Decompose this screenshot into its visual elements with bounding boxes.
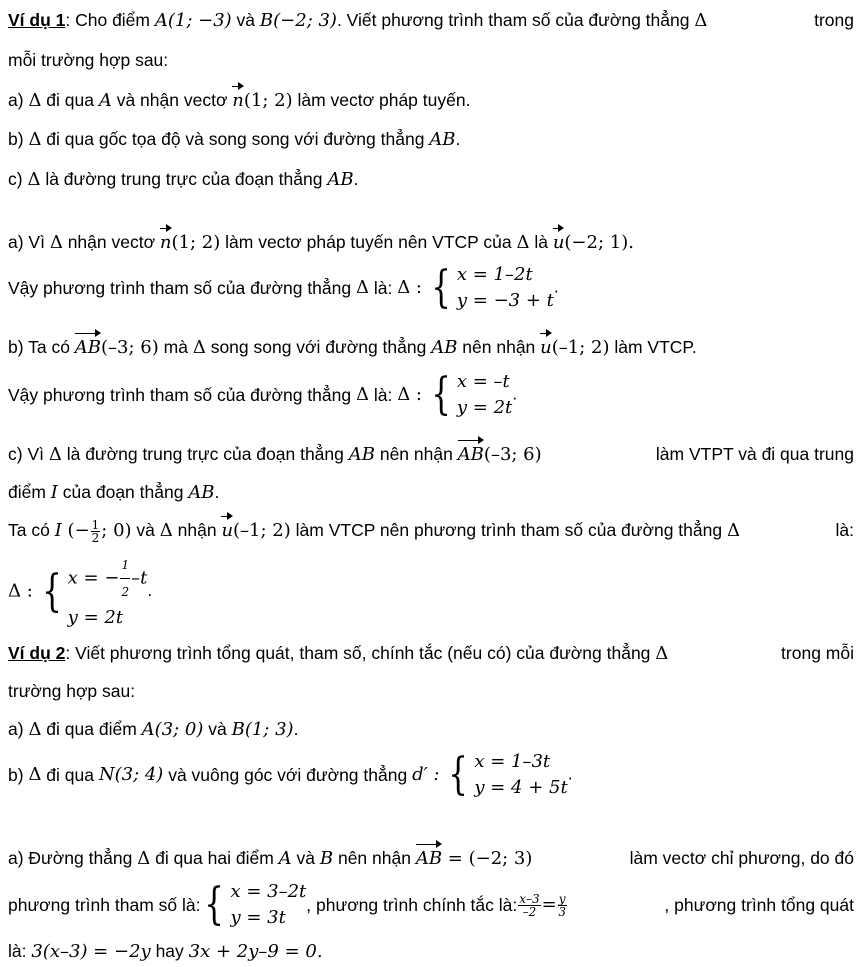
equation-system	[427, 369, 512, 421]
ex2-intro-line1	[8, 642, 854, 665]
equation-system	[427, 262, 554, 314]
text-fragment	[8, 9, 707, 32]
text-fragment: 1	[120, 552, 130, 579]
text-fragment: , phương trình tổng quát	[664, 895, 854, 915]
text-fragment: Δ	[694, 10, 708, 31]
text-fragment: y	[558, 891, 566, 906]
text-fragment	[120, 552, 130, 605]
text-fragment: và nhận vectơ	[111, 90, 233, 110]
text-fragment: x = −	[67, 567, 120, 589]
text-fragment: của đoạn thẳng	[57, 482, 189, 502]
text-fragment: Δ :	[397, 384, 422, 405]
text-fragment: đi qua	[41, 765, 99, 785]
ex1-solution-b	[8, 336, 697, 359]
text-fragment	[8, 879, 568, 931]
text-fragment: AB	[457, 444, 484, 465]
text-fragment: đi qua điểm	[41, 719, 142, 739]
text-fragment: Vậy phương trình tham số của đường thẳng	[8, 278, 356, 298]
text-fragment: ; 0)	[101, 520, 132, 542]
text-fragment: Ta có	[8, 520, 55, 541]
ex2-solution-a-line1	[8, 847, 854, 870]
ex1-solution-c-line2	[8, 481, 219, 504]
ex1-solution-c-line1	[8, 443, 854, 466]
text-fragment: AB	[415, 848, 443, 869]
ex1-label: Ví dụ 1	[8, 10, 66, 30]
text-fragment: (1; 2)	[243, 90, 293, 111]
text-fragment: –2	[522, 904, 537, 919]
text-fragment: Δ	[516, 232, 530, 253]
text-fragment: làm vectơ pháp tuyến.	[292, 90, 471, 110]
text-fragment: A	[278, 848, 292, 869]
text-fragment: làm vectơ chỉ phương, do đó	[629, 848, 854, 868]
text-fragment: 3	[558, 904, 566, 919]
text-fragment: (−2; 1).	[564, 232, 634, 253]
text-fragment	[68, 552, 148, 631]
text-fragment	[457, 262, 554, 314]
ex1-solution-c-line3	[8, 519, 854, 544]
text-fragment: I	[50, 482, 58, 503]
text-fragment: a)	[8, 90, 29, 110]
text-fragment: a)	[8, 719, 29, 739]
text-fragment: là đường trung trực của đoạn thẳng	[40, 169, 328, 189]
text-fragment: là đường trung trực của đoạn thẳng	[61, 444, 349, 464]
text-fragment	[68, 552, 148, 605]
text-fragment: (–1; 2)	[233, 520, 291, 542]
text-fragment: nên nhận	[457, 337, 541, 357]
text-fragment: AB	[431, 337, 458, 358]
text-fragment: B(−2; 3)	[259, 10, 337, 31]
equation-system	[444, 749, 567, 801]
text-fragment: y = 4 + 5t	[474, 777, 568, 798]
text-fragment: làm VTPT và đi qua trung	[655, 444, 854, 464]
ex1-solution-c-system	[8, 552, 152, 631]
fraction	[91, 519, 101, 544]
brace-symbol: {	[431, 369, 451, 420]
text-fragment: .	[353, 169, 359, 189]
text-fragment: (–1; 2)	[551, 337, 610, 358]
text-fragment: B(1; 3)	[231, 719, 294, 740]
vector-n: n	[232, 90, 244, 111]
ex2-question-a	[8, 718, 298, 741]
text-fragment: là:	[368, 385, 398, 405]
text-fragment: 1	[91, 518, 100, 532]
text-fragment: điểm	[8, 482, 51, 502]
text-fragment: Vậy phương trình tham số của đường thẳng	[8, 385, 356, 405]
text-fragment: B	[319, 848, 334, 869]
text-fragment	[8, 642, 668, 665]
text-fragment: làm VTCP.	[609, 337, 697, 357]
ex1-question-c	[8, 168, 358, 191]
text-fragment: = (−2; 3)	[442, 848, 533, 869]
text-fragment: trong mỗi	[781, 643, 854, 663]
text-fragment: x = –t	[456, 371, 510, 392]
text-fragment: .	[567, 763, 573, 784]
text-fragment: N(3; 4)	[98, 764, 164, 785]
text-fragment: là	[529, 232, 553, 252]
text-fragment: 2	[91, 531, 100, 545]
brace-symbol: {	[41, 565, 62, 617]
text-fragment: .	[553, 276, 559, 297]
text-fragment: x = 3–2t	[230, 881, 307, 902]
text-fragment: Δ	[355, 277, 369, 298]
text-fragment: Δ	[192, 337, 206, 358]
ex1-question-a	[8, 89, 470, 112]
text-fragment	[230, 879, 306, 931]
text-fragment: .	[512, 383, 518, 404]
text-fragment: y = 3t	[230, 907, 286, 928]
text-fragment: .	[147, 580, 153, 601]
text-fragment: 2	[121, 585, 130, 599]
text-fragment: x–3	[519, 891, 540, 906]
text-fragment: Δ	[28, 764, 42, 785]
ex2-intro-line2: trường hợp sau:	[8, 681, 136, 701]
fraction	[518, 893, 540, 918]
text-fragment: x = 1–2t	[456, 264, 533, 285]
text-fragment: Δ	[28, 129, 42, 150]
text-fragment: hay	[150, 941, 189, 961]
text-fragment: , phương trình chính tắc là:	[306, 895, 518, 915]
equation-system	[38, 552, 148, 631]
text-fragment: đi qua gốc tọa độ và song song với đường thẳng	[41, 129, 430, 149]
text-fragment: trong	[814, 10, 854, 30]
ex1-solution-a	[8, 231, 634, 254]
text-fragment: AB	[348, 444, 375, 465]
text-fragment: AB	[327, 169, 354, 190]
text-fragment: nên nhận	[374, 444, 458, 464]
text-fragment: =	[541, 894, 557, 915]
text-fragment: Δ	[159, 520, 173, 542]
text-fragment: Δ	[137, 848, 151, 869]
text-fragment: AB	[74, 337, 102, 358]
text-fragment: b) Ta có	[8, 337, 75, 357]
text-fragment: I	[54, 520, 62, 542]
text-fragment	[8, 443, 542, 466]
text-fragment: Δ	[48, 444, 62, 465]
text-fragment: a) Đường thẳng	[8, 848, 138, 868]
text-fragment: (−	[61, 520, 90, 542]
fraction	[558, 893, 567, 918]
text-fragment: và	[203, 719, 232, 739]
text-fragment: y = 2t	[456, 397, 513, 418]
text-fragment	[8, 847, 532, 870]
text-fragment: A	[98, 90, 112, 111]
text-fragment: mà	[158, 337, 193, 357]
text-fragment: u	[221, 520, 234, 542]
ex1-intro-line2: mỗi trường hợp sau:	[8, 50, 169, 70]
text-fragment: Δ	[28, 719, 42, 740]
ex2-solution-a-line3	[8, 940, 323, 963]
text-fragment: c) Vì	[8, 444, 49, 464]
text-fragment: –t	[131, 567, 148, 589]
text-fragment	[8, 519, 740, 544]
text-fragment: là:	[835, 520, 854, 540]
brace-symbol: {	[448, 749, 469, 800]
ex2-solution-a-line2	[8, 879, 854, 931]
text-fragment: Δ :	[397, 277, 422, 298]
equation-system	[200, 879, 306, 931]
text-fragment: Δ :	[8, 580, 33, 602]
text-fragment: AB	[429, 129, 456, 150]
text-fragment: y = −3 + t	[456, 290, 554, 311]
text-fragment: đi qua	[41, 90, 99, 110]
text-fragment: (–3; 6)	[483, 444, 542, 465]
text-fragment: d′ :	[412, 764, 440, 785]
text-fragment: n	[159, 232, 172, 253]
text-fragment	[474, 749, 567, 801]
text-fragment: a) Vì	[8, 232, 50, 252]
text-fragment	[457, 369, 512, 421]
text-fragment: Δ	[27, 169, 41, 190]
text-fragment: và	[131, 520, 160, 541]
text-fragment: b)	[8, 129, 29, 149]
text-fragment: Δ	[49, 232, 63, 253]
brace-symbol: {	[204, 879, 225, 930]
ex2-question-b	[8, 749, 573, 801]
text-fragment: Δ	[355, 384, 369, 405]
text-fragment: phương trình tham số là:	[8, 895, 201, 915]
text-fragment: 3(x–3) = −2y	[31, 941, 151, 962]
text-fragment: Δ	[28, 90, 42, 111]
ex1-intro-line1	[8, 9, 854, 32]
text-fragment: y = 2t	[67, 607, 124, 628]
text-fragment: b)	[8, 765, 29, 785]
text-fragment: nên nhận	[333, 848, 416, 868]
ex1-question-b	[8, 128, 460, 151]
text-fragment: Δ	[655, 643, 669, 664]
brace-symbol: {	[431, 262, 451, 313]
text-fragment: 3x + 2y–9 = 0.	[188, 941, 323, 962]
text-fragment: . Viết phương trình tham số của đường thẳng	[336, 10, 695, 30]
text-fragment: nhận	[172, 520, 222, 541]
text-fragment: A(3; 0)	[141, 719, 204, 740]
ex2-label: Ví dụ 2	[8, 643, 66, 663]
text-fragment: và	[291, 848, 320, 868]
text-fragment: .	[293, 719, 299, 739]
text-fragment: (1; 2)	[171, 232, 221, 253]
text-fragment: (–3; 6)	[101, 337, 159, 358]
text-fragment: : Viết phương trình tổng quát, tham số, chính tắc (nếu có) của đường thẳng	[65, 643, 656, 663]
ex1-solution-a-system	[8, 262, 559, 314]
text-fragment: song song với đường thẳng	[205, 337, 432, 357]
text-fragment: là:	[368, 278, 398, 298]
text-fragment: Δ	[726, 520, 740, 542]
text-fragment: u	[552, 232, 565, 253]
text-fragment: A(1; −3)	[154, 10, 232, 31]
text-fragment: nhận vectơ	[62, 232, 160, 252]
text-fragment: làm VTCP nên phương trình tham số của đường thẳng	[290, 520, 727, 541]
text-fragment: và	[231, 10, 260, 30]
text-fragment: : Cho điểm	[65, 10, 155, 30]
text-fragment: AB	[188, 482, 215, 503]
text-fragment: c)	[8, 169, 28, 189]
text-fragment: .	[214, 482, 220, 502]
text-fragment: và vuông góc với đường thẳng	[163, 765, 413, 785]
text-fragment: là:	[8, 941, 32, 961]
text-fragment: làm vectơ pháp tuyến nên VTCP của	[220, 232, 517, 252]
text-fragment: .	[455, 129, 461, 149]
text-fragment: x = 1–3t	[474, 751, 551, 772]
text-fragment: đi qua hai điểm	[150, 848, 279, 868]
text-fragment: u	[540, 337, 552, 358]
ex1-solution-b-system	[8, 369, 517, 421]
